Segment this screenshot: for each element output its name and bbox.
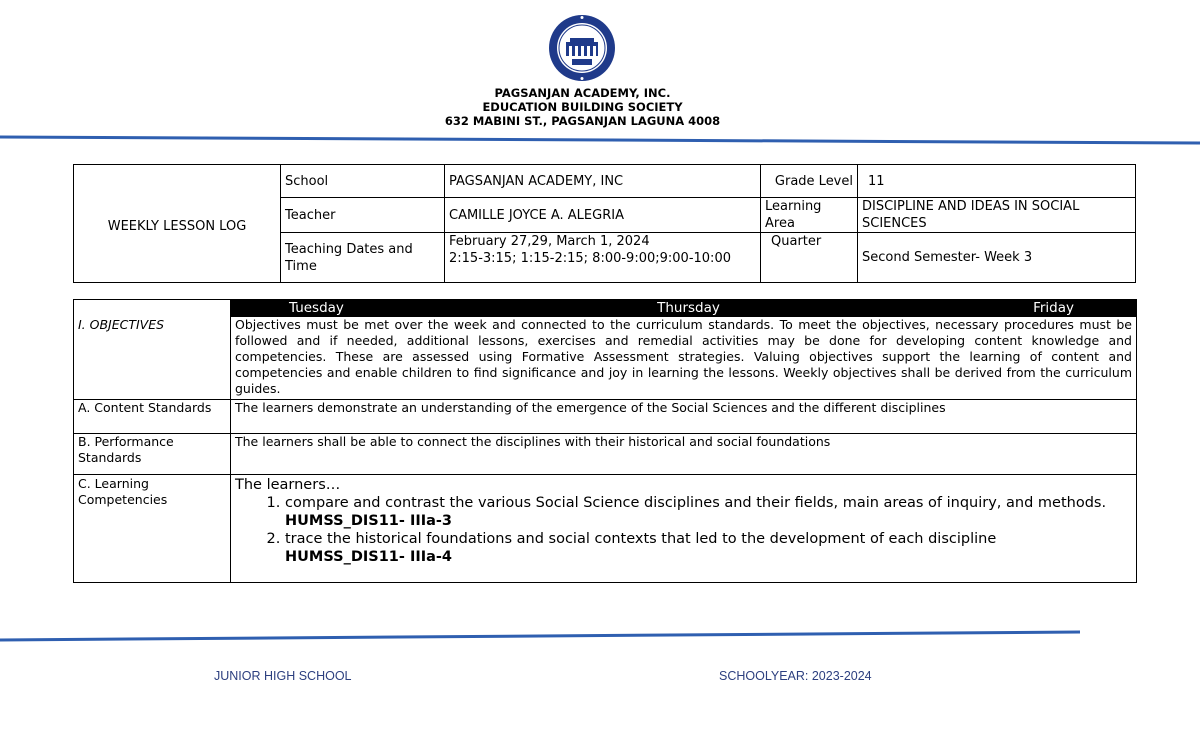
performance-standards-text: The learners shall be able to connect the disciplines with their historical and social foundations: [231, 434, 1137, 475]
school-address: 632 MABINI ST., PAGSANJAN LAGUNA 4008: [444, 114, 721, 128]
learning-area-value: DISCIPLINE AND IDEAS IN SOCIAL SCIENCES: [858, 198, 1136, 233]
competency-item: 1. compare and contrast the various Social Science disciplines and their fields, main areas of inquiry, and methods. HUMSS_DIS11- IIIa-3: [285, 494, 1132, 530]
objectives-label: I. OBJECTIVES: [74, 317, 231, 400]
competencies-list: [235, 494, 1132, 566]
teacher-value: CAMILLE JOYCE A. ALEGRIA: [445, 198, 761, 233]
quarter-value: Second Semester- Week 3: [858, 233, 1136, 283]
school-seal-logo: [548, 14, 616, 82]
content-standards-label: A. Content Standards: [74, 400, 231, 434]
grade-level-value: 11: [858, 165, 1136, 198]
competency-code: HUMSS_DIS11- IIIa-3: [285, 513, 453, 529]
learning-area-label: Learning Area: [761, 198, 858, 233]
content-standards-text: The learners demonstrate an understanding of the emergence of the Social Sciences and the different disciplines: [231, 400, 1137, 434]
day-thursday: Thursday: [657, 299, 720, 316]
competencies-intro: The learners…: [235, 477, 341, 493]
day-friday: Friday: [1033, 299, 1074, 316]
objectives-label-cell-top: [74, 300, 231, 317]
objectives-table: [73, 299, 1137, 583]
quarter-label: Quarter: [761, 233, 858, 283]
performance-standards-label: B. Performance Standards: [74, 434, 231, 475]
competency-item: 2. trace the historical foundations and social contexts that led to the development of each discipline HUMSS_DIS11- IIIa-4: [285, 530, 1132, 566]
teaching-times-value: 2:15-3:15; 1:15-2:15; 8:00-9:00;9:00-10:00: [449, 251, 731, 266]
learning-competencies-label: C. Learning Competencies: [74, 475, 231, 583]
school-label: School: [281, 165, 445, 198]
school-name: PAGSANJAN ACADEMY, INC.: [494, 86, 671, 100]
learning-competencies-cell: [231, 475, 1137, 583]
teacher-label: Teacher: [281, 198, 445, 233]
competency-code: HUMSS_DIS11- IIIa-4: [285, 549, 453, 565]
weekly-lesson-log-title: WEEKLY LESSON LOG: [74, 165, 281, 283]
grade-level-label: Grade Level: [761, 165, 858, 198]
teaching-dates-cell: [445, 233, 761, 283]
footer-divider-line: [0, 628, 1085, 644]
footer-junior-high: JUNIOR HIGH SCHOOL: [214, 669, 352, 683]
day-tuesday: Tuesday: [289, 299, 344, 316]
school-society: EDUCATION BUILDING SOCIETY: [482, 100, 683, 114]
school-value: PAGSANJAN ACADEMY, INC: [445, 165, 761, 198]
day-header-row: [231, 300, 1137, 317]
teaching-dates-label: Teaching Dates and Time: [281, 233, 445, 283]
footer-school-year: SCHOOLYEAR: 2023-2024: [719, 669, 872, 683]
objectives-text: Objectives must be met over the week and connected to the curriculum standards. To meet the objectives, necessary procedures must be followed and if needed, additional lessons, exercises and remedial activities may be done for developing content knowledge and competencies. These are assessed using Formative Assessment strategies. Valuing objectives support the learning of content and competencies and enable children to find significance and joy in learning the lessons. Weekly objectives shall be derived from the curriculum guides.: [231, 317, 1137, 400]
teaching-dates-value: February 27,29, March 1, 2024: [449, 234, 650, 249]
header-divider-line: [0, 133, 1200, 145]
lesson-log-info-table: [73, 164, 1136, 283]
